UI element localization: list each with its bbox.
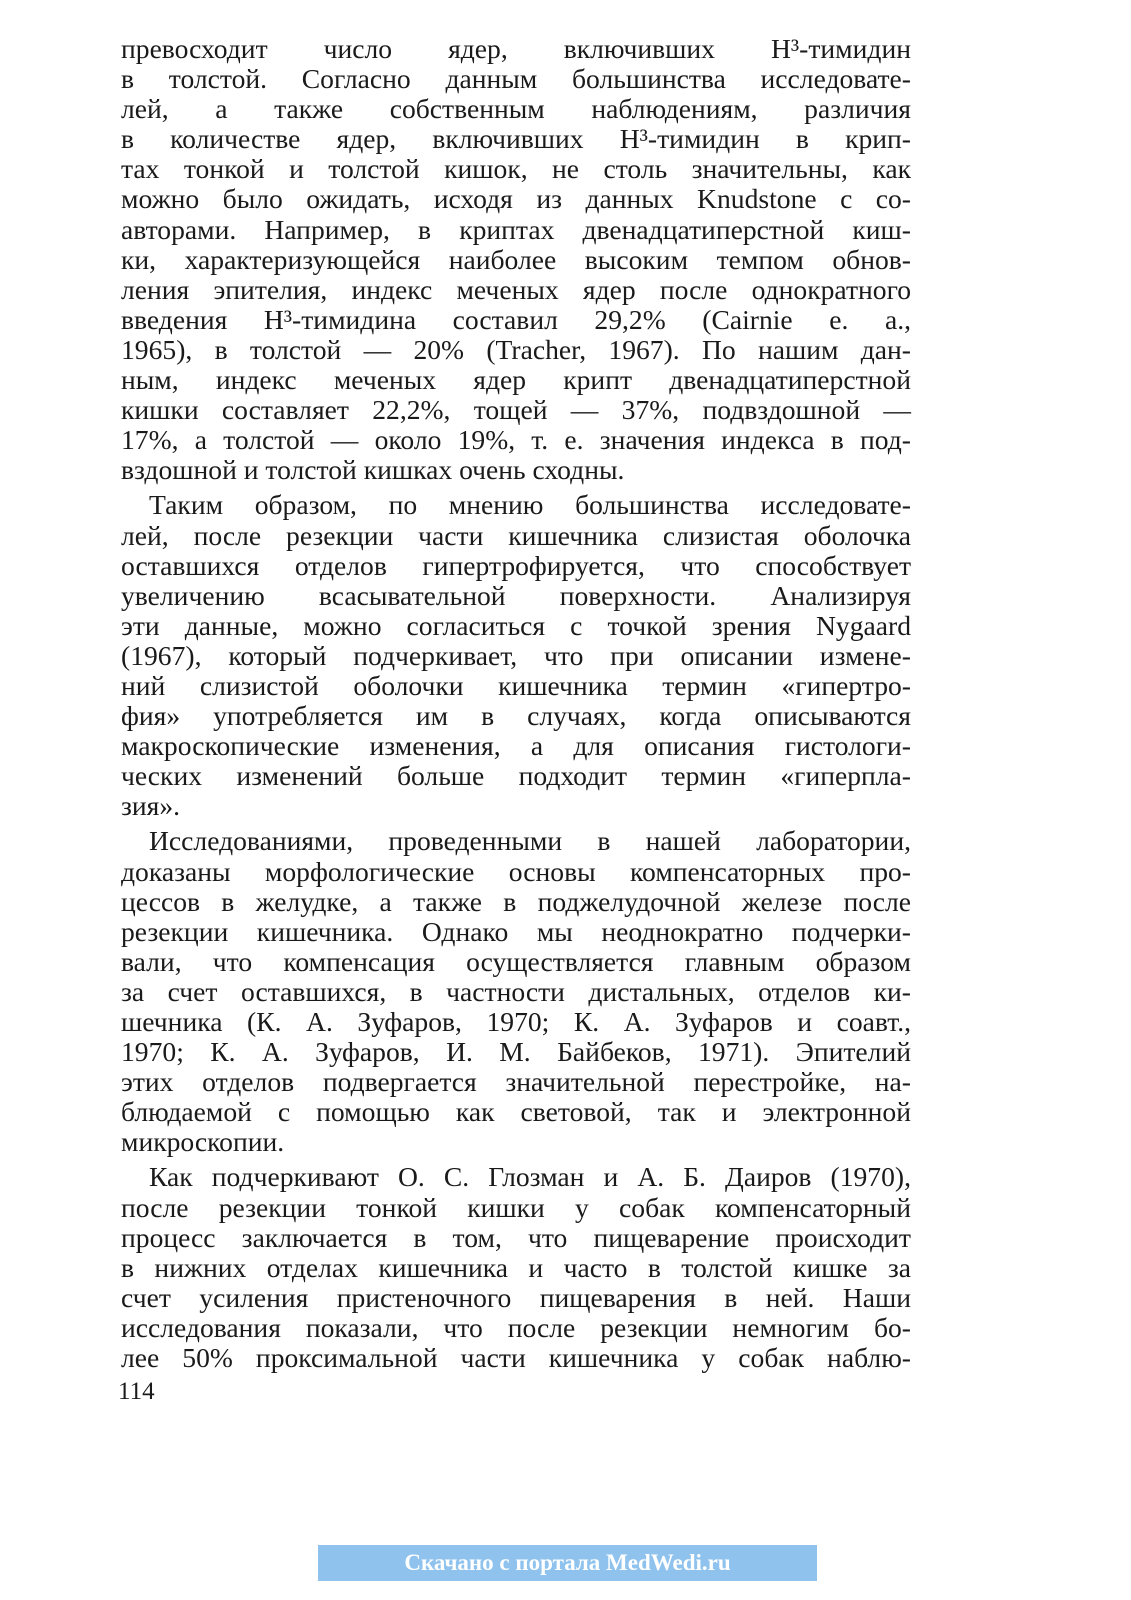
paragraph-2 <box>121 490 911 821</box>
text-line: Как подчеркивают О. С. Глозман и А. Б. Даиров (1970), <box>149 1161 911 1193</box>
paragraph-1 <box>121 34 911 485</box>
text-line: блюдаемой с помощью как световой, так и электронной <box>121 1096 911 1128</box>
text-line: 17%, а толстой — около 19%, т. е. значения индекса в под- <box>121 424 911 456</box>
text-line: лее 50% проксимальной части кишечника у собак наблю- <box>121 1342 911 1374</box>
text-line: 1965), в толстой — 20% (Tracher, 1967). По нашим дан- <box>121 333 911 365</box>
text-line: Исследованиями, проведенными в нашей лаборатории, <box>149 825 911 857</box>
paragraph-3 <box>121 826 911 1157</box>
text-line: за счет оставшихся, в частности дистальных, отделов ки- <box>121 975 911 1007</box>
text-line: микроскопии. <box>121 1126 285 1158</box>
text-line: 1970; К. А. Зуфаров, И. М. Байбеков, 1971). Эпителий <box>121 1036 911 1068</box>
paragraph-4 <box>121 1162 911 1373</box>
text-line: Таким образом, по мнению большинства исследовате- <box>149 489 911 521</box>
text-line: ным, индекс меченых ядер крипт двенадцатиперстной <box>121 364 911 396</box>
text-line: тах тонкой и толстой кишок, не столь значительны, как <box>121 153 911 185</box>
text-line: ки, характеризующейся наиболее высоким темпом обнов- <box>121 243 911 275</box>
text-line: кишки составляет 22,2%, тощей — 37%, подвздошной — <box>121 394 911 426</box>
text-line: этих отделов подвергается значительной перестройке, на- <box>121 1066 911 1098</box>
text-line: в нижних отделах кишечника и часто в толстой кишке за <box>121 1251 911 1283</box>
text-line: исследования показали, что после резекции немногим бо- <box>121 1311 911 1343</box>
text-line: можно было ожидать, исходя из данных Knudstone с со- <box>121 183 911 215</box>
text-line: в количестве ядер, включивших Н³-тимидин в крип- <box>121 123 911 155</box>
text-line: счет усиления пристеночного пищеварения в ней. Наши <box>121 1281 911 1313</box>
text-line: (1967), который подчеркивает, что при описании измене- <box>121 639 911 671</box>
text-line: доказаны морфологические основы компенсаторных про- <box>121 855 911 887</box>
text-line: макроскопические изменения, а для описания гистологи- <box>121 730 911 762</box>
text-line: ления эпителия, индекс меченых ядер после однократного <box>121 273 911 305</box>
text-line: в толстой. Согласно данным большинства исследовате- <box>121 63 911 95</box>
text-line: вздошной и толстой кишках очень сходны. <box>121 454 625 486</box>
text-line: резекции кишечника. Однако мы неоднократно подчерки- <box>121 915 911 947</box>
text-line: оставшихся отделов гипертрофируется, что способствует <box>121 549 911 581</box>
text-line: ческих изменений больше подходит термин «гиперпла- <box>121 760 911 792</box>
page-number: 114 <box>118 1378 155 1405</box>
text-line: превосходит число ядер, включивших Н³-тимидин <box>121 33 911 64</box>
text-line: зия». <box>121 790 181 822</box>
text-line: лей, после резекции части кишечника слизистая оболочка <box>121 519 911 551</box>
text-line: ний слизистой оболочки кишечника термин «гипертро- <box>121 669 911 701</box>
text-line: авторами. Например, в криптах двенадцатиперстной киш- <box>121 213 911 245</box>
text-line: лей, а также собственным наблюдениям, различия <box>121 93 911 125</box>
text-line: увеличению всасывательной поверхности. Анализируя <box>121 579 911 611</box>
text-line: эти данные, можно согласиться с точкой зрения Nygaard <box>121 609 911 641</box>
text-line: цессов в желудке, а также в поджелудочной железе после <box>121 885 911 917</box>
text-line: введения Н³-тимидина составил 29,2% (Cairnie е. а., <box>121 303 911 335</box>
text-line: вали, что компенсация осуществляется главным образом <box>121 945 911 977</box>
page-body <box>121 34 911 1373</box>
text-line: после резекции тонкой кишки у собак компенсаторный <box>121 1191 911 1223</box>
text-line: шечника (К. А. Зуфаров, 1970; К. А. Зуфаров и соавт., <box>121 1006 911 1037</box>
download-source-banner[interactable]: Скачано с портала MedWedi.ru <box>318 1545 817 1581</box>
text-line: процесс заключается в том, что пищеварение происходит <box>121 1221 911 1253</box>
text-line: фия» употребляется им в случаях, когда описываются <box>121 700 911 732</box>
